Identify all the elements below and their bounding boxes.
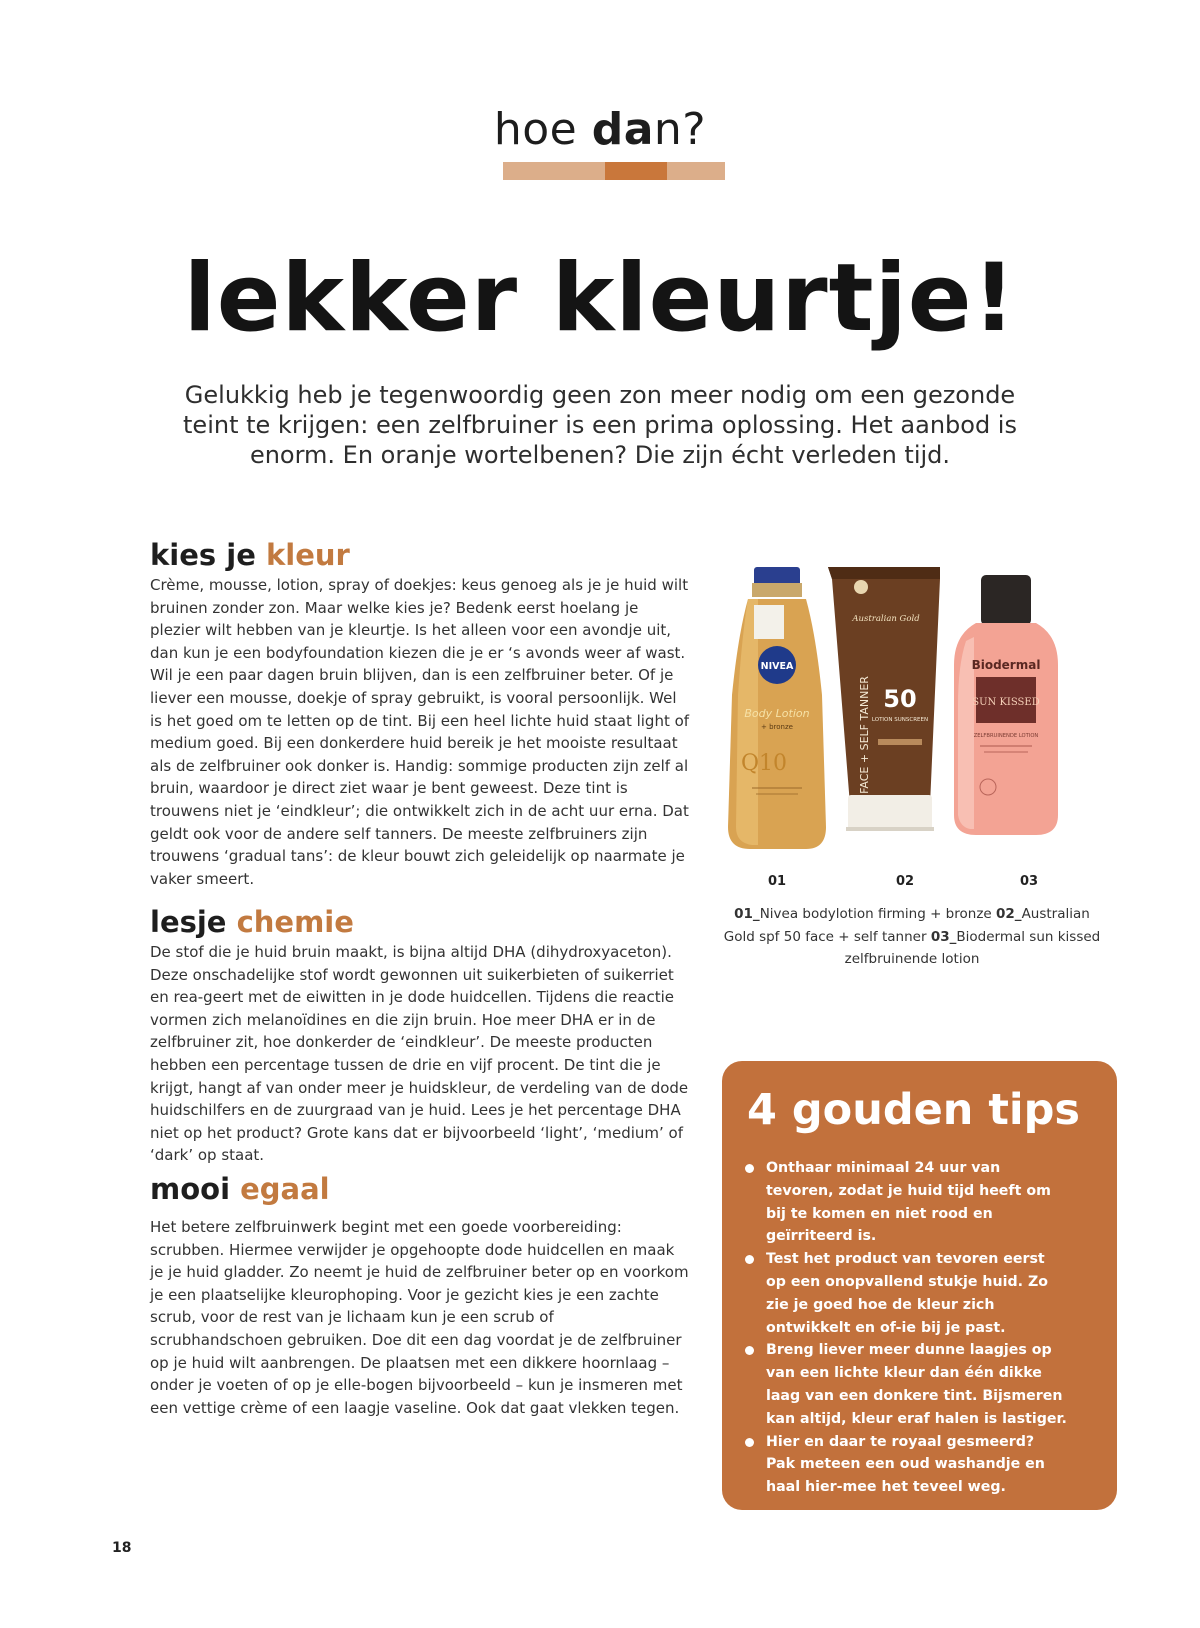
section-heading: lesje chemie: [150, 905, 354, 939]
page-title: lekker kleurtje!: [183, 244, 1017, 353]
product-number-03: 03: [1019, 874, 1039, 889]
bullet-icon: [745, 1438, 754, 1447]
product-number-02: 02: [895, 874, 915, 889]
nivea-product-name: Body Lotion: [744, 707, 810, 720]
product-photos: [718, 565, 1108, 865]
tip-item: Hier en daar te royaal gesmeerd? Pak meteen een oud washandje en haal hier-mee het teveel weg.: [738, 1431, 1068, 1499]
australian-gold-sub: LOTION SUNSCREEN: [871, 717, 929, 723]
australian-gold-brand-label: Australian Gold: [852, 614, 920, 624]
intro-paragraph: Gelukkig heb je tegenwoordig geen zon meer nodig om een gezonde teint te krijgen: een zelfbruiner is een prima oplossing. Het aanbod is enorm. En oranje wortelbenen? Die zijn écht verleden tijd.: [183, 381, 1017, 469]
product-image-australian-gold: [828, 567, 940, 831]
section-kies-je-kleur: [150, 538, 690, 890]
kicker-underline-left: [503, 162, 605, 180]
product-caption: 01_Nivea bodylotion firming + bronze 02_Australian Gold spf 50 face + self tanner 03_Biodermal sun kissed zelfbruinende lotion: [723, 906, 1101, 967]
product-image-biodermal: [954, 575, 1058, 835]
australian-gold-product-name: FACE + SELF TANNER: [858, 676, 871, 794]
section-body: De stof die je huid bruin maakt, is bijna altijd DHA (dihydroxyaceton). Deze onschadelijke stof wordt gewonnen uit suikerbieten of suikerriet en rea-geert met de eiwitten in je dode huidcellen. Tijdens die reactie vormen zich melanoïdines en die zijn bruin. Hoe meer DHA er in de zelfbruiner zit, hoe donkerder de ‘eindkleur’. De meeste producten hebben een percentage tussen de drie en vijf procent. De tint die je krijgt, hangt af van onder meer je huidskleur, de verdeling van de dode huidschilfers en de zuurgraad van je huid. Lees je het percentage DHA niet op het product? Grote kans dat er bijvoorbeeld ‘light’, ‘medium’ of ‘dark’ op staat.: [150, 943, 689, 1165]
page-number: 18: [112, 1540, 132, 1556]
tip-item: Onthaar minimaal 24 uur van tevoren, zodat je huid tijd heeft om bij te komen en niet rood en geïrriteerd is.: [738, 1157, 1068, 1248]
product-image-nivea: [728, 567, 826, 849]
tips-title: 4 gouden tips: [747, 1085, 1081, 1135]
bullet-icon: [745, 1346, 754, 1355]
tip-item: Breng liever meer dunne laagjes op van een lichte kleur dan één dikke laag van een donkere tint. Bijsmeren kan altijd, kleur eraf halen is lastiger.: [738, 1339, 1068, 1430]
section-kicker: [0, 104, 1200, 155]
section-heading: kies je kleur: [150, 538, 350, 572]
section-mooi-egaal: [150, 1172, 690, 1419]
kicker-underline-middle: [605, 162, 667, 180]
bullet-icon: [745, 1164, 754, 1173]
nivea-badge: Q10: [740, 751, 788, 776]
bullet-icon: [745, 1255, 754, 1264]
section-lesje-chemie: [150, 905, 690, 1167]
section-body: Crème, mousse, lotion, spray of doekjes: keus genoeg als je je huid wilt bruinen zonder zon. Maar welke kies je? Bedenk eerst hoelang je plezier wilt hebben van je kleurtje. Is het alleen voor een avondje uit, dan kun je een bodyfoundation kiezen die je er ‘s avonds weer af wast. Wil je een paar dagen bruin blijven, dan is een zelfbruiner beter. Of je liever een mousse, doekje of spray gebruikt, is vooral persoonlijk. Wel is het goed om te letten op de tint. Bij een heel lichte huid staat light of medium goed. Bij een donkerdere huid bereik je het mooiste resultaat als de zelfbruiner ook donker is. Handig: sommige producten zijn zelf al bruin, waardoor je direct ziet waar je bent geweest. Deze tint is trouwens niet je ‘eindkleur’; die ontwikkelt zich in de acht uur erna. Dat geldt ook voor de andere self tanners. De meeste zelfbruiners zijn trouwens ‘gradual tans’: de kleur bouwt zich geleidelijk op naarmate je vaker smeert.: [150, 576, 690, 888]
nivea-product-sub: + bronze: [761, 723, 793, 731]
kicker-text-post: n?: [653, 104, 707, 155]
product-number-01: 01: [767, 874, 787, 889]
biodermal-product-name: SUN KISSED: [972, 697, 1040, 708]
nivea-brand-label: NIVEA: [760, 661, 794, 672]
section-heading: mooi egaal: [150, 1172, 330, 1206]
kicker-text-bold: da: [591, 104, 654, 155]
biodermal-sub: ZELFBRUINENDE LOTION: [973, 733, 1039, 739]
australian-gold-spf: 50: [883, 685, 917, 713]
tips-box: [722, 1061, 1117, 1510]
biodermal-brand-label: Biodermal: [971, 658, 1041, 672]
tip-item: Test het product van tevoren eerst op een onopvallend stukje huid. Zo zie je goed hoe de kleur zich ontwikkelt en of-ie bij je past.: [738, 1248, 1068, 1339]
kicker-text-pre: hoe: [493, 104, 592, 155]
section-body: Het betere zelfbruinwerk begint met een goede voorbereiding: scrubben. Hiermee verwijder je opgehoopte dode huidcellen en maak je je huid gladder. Zo neemt je huid de zelfbruiner beter op en voorkom je een plaatselijke kleurophoping. Voor je gezicht kies je een zachte scrub, voor de rest van je lichaam kun je een scrub of scrubhandschoen gebruiken. Doe dit een dag voordat je de zelfbruiner op je huid wilt aanbrengen. De plaatsen met een dikkere hoornlaag – onder je voeten of op je elle-bogen bijvoorbeeld – kun je insmeren met een vettige crème of een laagje vaseline. Ook dat gaat vlekken tegen.: [150, 1218, 689, 1417]
kicker-underline-right: [667, 162, 725, 180]
tips-list: [738, 1157, 1068, 1499]
